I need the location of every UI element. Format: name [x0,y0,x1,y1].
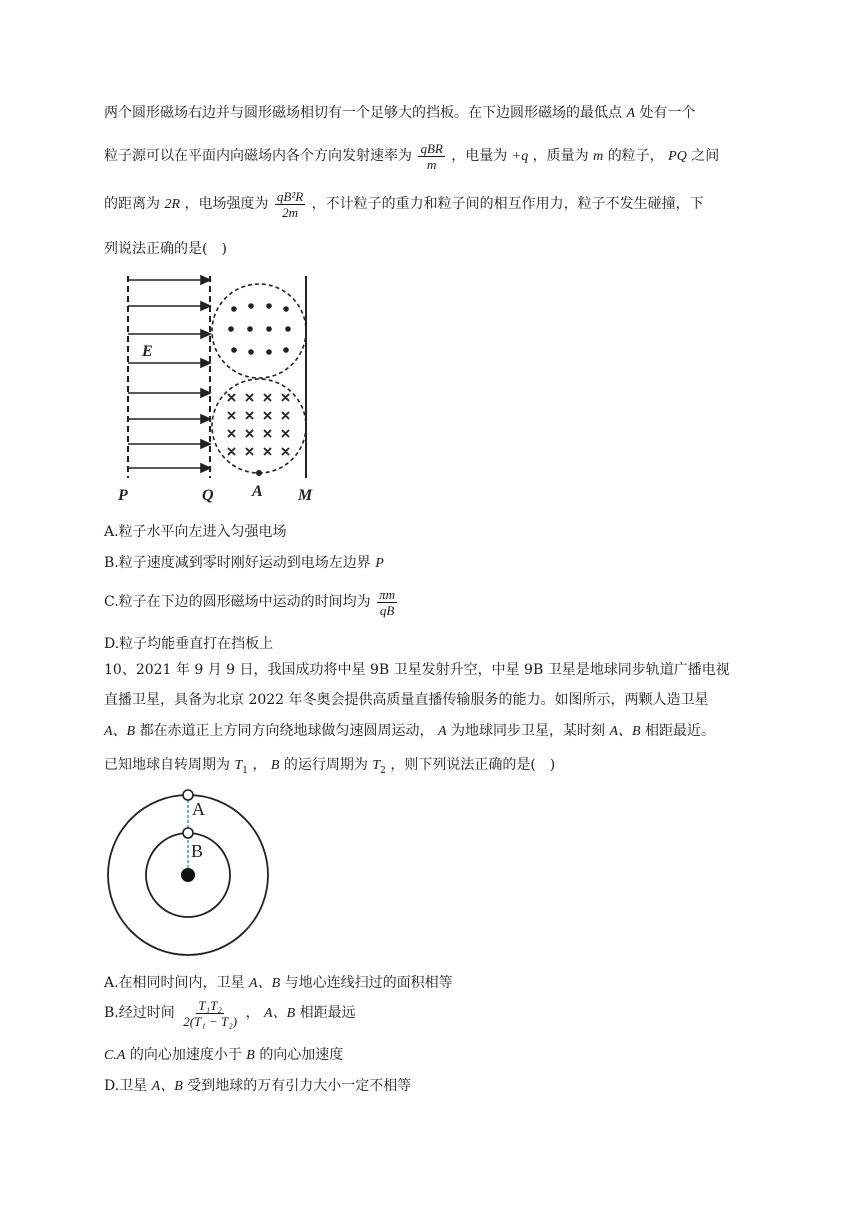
label-p: P [118,487,128,504]
label-a: A [252,483,263,500]
label-m: M [298,487,313,504]
satellite-b [183,828,193,838]
label-sat-b: B [191,841,204,861]
label-e: E [142,343,153,360]
q10-stem-line-3: A、B 都在赤道正上方同方向绕地球做匀速圆周运动， A 为地球同步卫星，某时刻 A、B 相距最近。 [104,723,716,739]
q9-stem-line-1: 两个圆形磁场右边并与圆形磁场相切有一个足够大的挡板。在下边圆形磁场的最低点 A 处有一个 [104,105,696,121]
q10-orbit-diagram [100,785,280,965]
q10-stem-line-2: 直播卫星，具备为北京 2022 年冬奥会提供高质量直播传输服务的能力。如图所示，两颗人造卫星 [104,692,709,708]
q10-option-a: A.在相同时间内，卫星 A、B 与地心连线扫过的面积相等 [104,975,453,991]
q9-stem-line-2: 粒子源可以在平面内向磁场内各个方向发射速率为 $\frac{\text{qBR}}{m}$ ，电量为 +q ，质量为 m 的粒子， PQ 之间 [104,140,720,172]
particle-source-a [256,470,262,476]
earth [181,868,195,882]
q9-stem-line-3: 的距离为 2R ，电场强度为 $\frac{\text{qB²R}}{2m}$ ，不计粒子的重力和粒子间的相互作用力，粒子不发生碰撞，下 [104,188,704,220]
q10-stem-line-4: 已知地球自转周期为 $T_1$ ， B 的运行周期为 $T_2$ ，则下列说法正确的是( ) [104,757,556,776]
label-sat-a: A [192,799,205,819]
q9-field-diagram [110,268,330,508]
q10-stem-line-1: 10、2021 年 9 月 9 日，我国成功将中星 9B 卫星发射升空，中星 9B 卫星是地球同步轨道广播电视 [104,662,730,678]
q9-stem-line-4: 列说法正确的是( ) [104,241,227,257]
label-q: Q [202,487,214,504]
upper-magnetic-field [212,284,306,378]
q9-option-d: D.粒子均能垂直打在挡板上 [104,636,274,652]
q10-option-b: B.经过时间 $\frac{\text{T₁T₂}}{\text{2(T₁ − T₂)}}$ ， A、B 相距最远 [104,997,356,1029]
electric-field-arrows [128,276,210,472]
q9-option-a: A.粒子水平向左进入匀强电场 [104,524,287,540]
out-of-page-dots [228,303,291,355]
q10-option-d: D.卫星 A、B 受到地球的万有引力大小一定不相等 [104,1078,412,1094]
lower-magnetic-field [212,379,306,473]
q10-option-c: C.A 的向心加速度小于 B 的向心加速度 [104,1047,344,1063]
time-fraction: $\frac{\pi m}{qB}$ [379,586,396,618]
speed-fraction: $\frac{\text{qBR}}{m}$ [420,140,443,172]
q9-option-c: C.粒子在下边的圆形磁场中运动的时间均为 $\frac{\pi m}{qB}$ [104,586,396,618]
field-strength-fraction: $\frac{\text{qB²R}}{2m}$ [276,188,304,220]
time-fraction-b: $\frac{\text{T₁T₂}}{\text{2(T₁ − T₂)}}$ [183,997,238,1029]
q9-option-b: B.粒子速度减到零时刚好运动到电场左边界 P [104,555,384,571]
into-page-crosses [228,394,289,455]
